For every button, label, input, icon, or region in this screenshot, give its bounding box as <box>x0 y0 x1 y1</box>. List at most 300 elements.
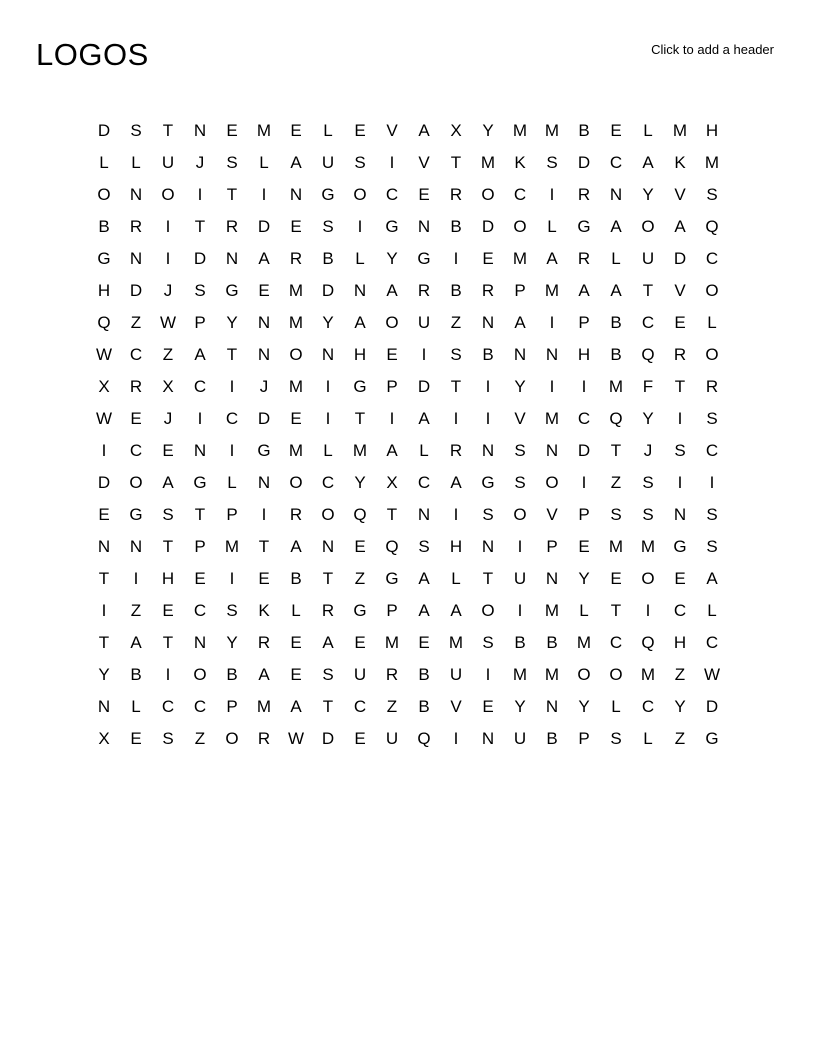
grid-letter: A <box>258 249 270 268</box>
grid-letter: I <box>197 185 203 204</box>
grid-letter: M <box>576 633 592 652</box>
grid-letter: O <box>705 281 719 300</box>
grid-letter: E <box>482 697 494 716</box>
grid-letter: B <box>546 729 558 748</box>
grid-letter: G <box>385 217 399 236</box>
grid-letter: L <box>291 601 301 620</box>
grid-letter: Y <box>226 313 238 332</box>
grid-letter: U <box>513 569 527 588</box>
grid-letter: A <box>194 345 206 364</box>
grid-letter: M <box>288 377 304 396</box>
grid-letter: N <box>257 473 271 492</box>
grid-letter: N <box>673 505 687 524</box>
grid-letter: O <box>513 217 527 236</box>
grid-letter: A <box>418 409 430 428</box>
grid-letter: N <box>545 441 559 460</box>
grid-letter: V <box>450 697 462 716</box>
grid-letter: A <box>418 601 430 620</box>
grid-letter: S <box>706 505 718 524</box>
grid-letter: A <box>578 281 590 300</box>
grid-letter: I <box>357 217 363 236</box>
grid-letter: L <box>131 697 141 716</box>
grid-letter: S <box>418 537 430 556</box>
grid-letter: P <box>194 537 206 556</box>
grid-letter: D <box>321 281 335 300</box>
grid-row <box>88 659 728 691</box>
grid-letter: I <box>101 441 107 460</box>
grid-letter: D <box>129 281 143 300</box>
grid-letter: I <box>197 409 203 428</box>
grid-row <box>88 115 728 147</box>
grid-letter: E <box>226 121 238 140</box>
grid-letter: B <box>418 665 430 684</box>
grid-letter: C <box>193 697 207 716</box>
grid-letter: T <box>162 537 174 556</box>
grid-row <box>88 371 728 403</box>
grid-letter: Q <box>417 729 431 748</box>
grid-letter: Q <box>97 313 111 332</box>
grid-letter: D <box>417 377 431 396</box>
grid-letter: O <box>289 345 303 364</box>
grid-letter: R <box>129 377 143 396</box>
grid-letter: C <box>673 601 687 620</box>
grid-letter: R <box>417 281 431 300</box>
grid-letter: R <box>257 633 271 652</box>
grid-row <box>88 563 728 595</box>
grid-letter: K <box>674 153 686 172</box>
grid-letter: W <box>159 313 177 332</box>
grid-row <box>88 467 728 499</box>
grid-letter: M <box>256 121 272 140</box>
grid-letter: P <box>514 281 526 300</box>
grid-letter: B <box>610 313 622 332</box>
grid-letter: T <box>98 569 110 588</box>
grid-letter: S <box>610 729 622 748</box>
grid-letter: E <box>610 121 622 140</box>
grid-letter: C <box>705 441 719 460</box>
grid-letter: G <box>577 217 591 236</box>
grid-letter: N <box>353 281 367 300</box>
grid-letter: B <box>578 121 590 140</box>
grid-letter: G <box>257 441 271 460</box>
grid-letter: N <box>97 537 111 556</box>
grid-letter: I <box>165 249 171 268</box>
grid-letter: Y <box>354 473 366 492</box>
grid-row <box>88 243 728 275</box>
grid-letter: E <box>290 409 302 428</box>
grid-letter: T <box>354 409 366 428</box>
grid-letter: F <box>642 377 654 396</box>
grid-letter: L <box>419 441 429 460</box>
grid-letter: I <box>549 185 555 204</box>
grid-letter: V <box>386 121 398 140</box>
grid-letter: E <box>258 281 270 300</box>
grid-letter: C <box>705 249 719 268</box>
grid-letter: L <box>643 121 653 140</box>
grid-row <box>88 147 728 179</box>
grid-letter: O <box>481 601 495 620</box>
grid-letter: U <box>321 153 335 172</box>
grid-letter: C <box>385 185 399 204</box>
grid-letter: B <box>546 633 558 652</box>
grid-letter: C <box>577 409 591 428</box>
grid-letter: S <box>706 185 718 204</box>
grid-letter: I <box>229 377 235 396</box>
grid-letter: Y <box>674 697 686 716</box>
grid-letter: M <box>608 377 624 396</box>
grid-letter: Z <box>674 665 686 684</box>
grid-letter: S <box>226 153 238 172</box>
grid-letter: O <box>225 729 239 748</box>
grid-letter: R <box>225 217 239 236</box>
grid-row <box>88 403 728 435</box>
grid-letter: W <box>287 729 305 748</box>
grid-letter: L <box>99 153 109 172</box>
grid-letter: J <box>259 377 269 396</box>
grid-row <box>88 435 728 467</box>
grid-letter: E <box>482 249 494 268</box>
grid-letter: H <box>705 121 719 140</box>
grid-letter: O <box>385 313 399 332</box>
grid-letter: M <box>288 313 304 332</box>
grid-letter: R <box>673 345 687 364</box>
grid-letter: M <box>704 153 720 172</box>
grid-letter: I <box>453 505 459 524</box>
grid-letter: P <box>386 377 398 396</box>
grid-letter: I <box>709 473 715 492</box>
grid-letter: S <box>610 505 622 524</box>
grid-letter: A <box>258 665 270 684</box>
grid-letter: I <box>517 601 523 620</box>
grid-letter: O <box>513 505 527 524</box>
grid-letter: C <box>193 377 207 396</box>
grid-letter: G <box>321 185 335 204</box>
grid-letter: O <box>97 185 111 204</box>
grid-letter: U <box>417 313 431 332</box>
grid-letter: I <box>645 601 651 620</box>
grid-letter: S <box>322 217 334 236</box>
grid-letter: N <box>481 313 495 332</box>
grid-letter: D <box>97 121 111 140</box>
grid-letter: I <box>677 409 683 428</box>
grid-row <box>88 531 728 563</box>
grid-row <box>88 211 728 243</box>
grid-letter: N <box>129 185 143 204</box>
grid-letter: Z <box>130 601 142 620</box>
grid-letter: E <box>130 409 142 428</box>
grid-letter: S <box>514 441 526 460</box>
grid-letter: M <box>288 281 304 300</box>
grid-letter: M <box>256 697 272 716</box>
grid-letter: B <box>98 217 110 236</box>
grid-letter: C <box>225 409 239 428</box>
grid-letter: O <box>321 505 335 524</box>
grid-letter: S <box>482 633 494 652</box>
grid-letter: M <box>224 537 240 556</box>
grid-letter: D <box>257 217 271 236</box>
grid-letter: B <box>450 281 462 300</box>
grid-letter: C <box>193 601 207 620</box>
grid-letter: A <box>546 249 558 268</box>
grid-letter: I <box>581 377 587 396</box>
grid-letter: K <box>514 153 526 172</box>
grid-letter: A <box>290 153 302 172</box>
grid-letter: T <box>194 505 206 524</box>
grid-letter: S <box>162 729 174 748</box>
grid-letter: R <box>321 601 335 620</box>
grid-letter: S <box>642 505 654 524</box>
grid-letter: D <box>193 249 207 268</box>
grid-letter: T <box>162 633 174 652</box>
grid-letter: E <box>162 441 174 460</box>
grid-letter: G <box>97 249 111 268</box>
grid-letter: R <box>449 441 463 460</box>
grid-letter: L <box>643 729 653 748</box>
grid-letter: D <box>577 441 591 460</box>
grid-letter: M <box>544 409 560 428</box>
grid-letter: Y <box>578 569 590 588</box>
grid-letter: C <box>321 473 335 492</box>
grid-letter: E <box>98 505 110 524</box>
grid-letter: D <box>577 153 591 172</box>
grid-letter: C <box>609 153 623 172</box>
grid-letter: V <box>418 153 430 172</box>
grid-letter: H <box>577 345 591 364</box>
grid-letter: H <box>353 345 367 364</box>
grid-letter: G <box>673 537 687 556</box>
grid-letter: J <box>195 153 205 172</box>
grid-letter: Q <box>353 505 367 524</box>
grid-letter: W <box>95 409 113 428</box>
grid-letter: S <box>674 441 686 460</box>
grid-letter: A <box>130 633 142 652</box>
grid-letter: I <box>133 569 139 588</box>
grid-letter: X <box>98 729 110 748</box>
grid-letter: P <box>578 505 590 524</box>
grid-letter: T <box>322 569 334 588</box>
grid-letter: S <box>354 153 366 172</box>
grid-letter: I <box>325 377 331 396</box>
grid-letter: U <box>161 153 175 172</box>
grid-letter: P <box>226 697 238 716</box>
grid-letter: O <box>705 345 719 364</box>
grid-row <box>88 627 728 659</box>
grid-letter: L <box>451 569 461 588</box>
grid-letter: E <box>162 601 174 620</box>
grid-letter: G <box>129 505 143 524</box>
grid-letter: I <box>101 601 107 620</box>
grid-letter: N <box>225 249 239 268</box>
grid-letter: Q <box>609 409 623 428</box>
grid-letter: C <box>129 441 143 460</box>
grid-letter: A <box>386 281 398 300</box>
grid-letter: M <box>608 537 624 556</box>
grid-letter: A <box>290 697 302 716</box>
grid-letter: T <box>194 217 206 236</box>
grid-letter: E <box>578 537 590 556</box>
grid-letter: L <box>355 249 365 268</box>
grid-letter: E <box>354 633 366 652</box>
grid-letter: T <box>610 441 622 460</box>
grid-letter: Y <box>514 697 526 716</box>
grid-letter: G <box>353 377 367 396</box>
grid-letter: R <box>289 505 303 524</box>
grid-letter: W <box>703 665 721 684</box>
grid-letter: N <box>321 345 335 364</box>
grid-letter: J <box>163 281 173 300</box>
grid-letter: P <box>578 729 590 748</box>
grid-letter: E <box>610 569 622 588</box>
grid-row <box>88 307 728 339</box>
grid-letter: Z <box>386 697 398 716</box>
grid-letter: B <box>322 249 334 268</box>
grid-letter: A <box>322 633 334 652</box>
grid-letter: D <box>673 249 687 268</box>
grid-letter: I <box>389 153 395 172</box>
grid-letter: M <box>672 121 688 140</box>
grid-letter: C <box>129 345 143 364</box>
page-title: LOGOS <box>36 37 149 72</box>
grid-letter: A <box>706 569 718 588</box>
grid-letter: A <box>674 217 686 236</box>
grid-letter: B <box>418 697 430 716</box>
grid-letter: J <box>643 441 653 460</box>
grid-letter: D <box>97 473 111 492</box>
grid-letter: N <box>481 537 495 556</box>
grid-letter: E <box>386 345 398 364</box>
grid-letter: I <box>549 377 555 396</box>
grid-letter: M <box>640 665 656 684</box>
grid-letter: Y <box>386 249 398 268</box>
grid-letter: T <box>674 377 686 396</box>
grid-letter: Z <box>354 569 366 588</box>
grid-letter: G <box>705 729 719 748</box>
grid-letter: C <box>705 633 719 652</box>
grid-letter: E <box>354 121 366 140</box>
grid-letter: N <box>417 505 431 524</box>
grid-letter: L <box>131 153 141 172</box>
grid-letter: S <box>226 601 238 620</box>
grid-letter: O <box>577 665 591 684</box>
grid-row <box>88 723 728 755</box>
grid-letter: B <box>130 665 142 684</box>
grid-letter: A <box>610 217 622 236</box>
grid-letter: R <box>577 249 591 268</box>
grid-letter: S <box>450 345 462 364</box>
grid-letter: I <box>229 441 235 460</box>
grid-letter: A <box>610 281 622 300</box>
grid-letter: M <box>544 281 560 300</box>
grid-letter: V <box>674 185 686 204</box>
grid-letter: S <box>130 121 142 140</box>
grid-letter: G <box>385 569 399 588</box>
grid-letter: X <box>450 121 462 140</box>
grid-letter: P <box>546 537 558 556</box>
grid-letter: H <box>673 633 687 652</box>
grid-letter: N <box>97 697 111 716</box>
grid-letter: N <box>609 185 623 204</box>
grid-letter: C <box>161 697 175 716</box>
grid-letter: A <box>290 537 302 556</box>
grid-letter: L <box>259 153 269 172</box>
grid-row <box>88 179 728 211</box>
grid-letter: L <box>547 217 557 236</box>
grid-letter: N <box>193 441 207 460</box>
grid-letter: A <box>418 569 430 588</box>
grid-letter: E <box>418 633 430 652</box>
grid-letter: M <box>640 537 656 556</box>
grid-letter: I <box>261 185 267 204</box>
grid-letter: L <box>611 697 621 716</box>
grid-letter: G <box>417 249 431 268</box>
grid-letter: Y <box>514 377 526 396</box>
grid-letter: O <box>161 185 175 204</box>
grid-letter: P <box>386 601 398 620</box>
grid-letter: D <box>321 729 335 748</box>
grid-letter: S <box>194 281 206 300</box>
grid-letter: I <box>165 217 171 236</box>
grid-letter: T <box>610 601 622 620</box>
grid-letter: G <box>353 601 367 620</box>
grid-letter: U <box>449 665 463 684</box>
grid-letter: Y <box>642 185 654 204</box>
grid-letter: S <box>546 153 558 172</box>
grid-row <box>88 691 728 723</box>
grid-letter: I <box>421 345 427 364</box>
grid-letter: M <box>480 153 496 172</box>
grid-letter: S <box>514 473 526 492</box>
grid-letter: N <box>257 345 271 364</box>
grid-letter: Z <box>610 473 622 492</box>
grid-letter: O <box>609 665 623 684</box>
grid-letter: M <box>512 249 528 268</box>
grid-letter: L <box>323 441 333 460</box>
grid-letter: T <box>98 633 110 652</box>
grid-letter: T <box>450 153 462 172</box>
add-header-placeholder[interactable]: Click to add a header <box>651 42 774 57</box>
grid-letter: Z <box>450 313 462 332</box>
grid-letter: Z <box>162 345 174 364</box>
grid-letter: I <box>453 409 459 428</box>
grid-letter: I <box>325 409 331 428</box>
grid-letter: Y <box>642 409 654 428</box>
grid-row <box>88 339 728 371</box>
grid-letter: A <box>386 441 398 460</box>
grid-letter: C <box>513 185 527 204</box>
grid-letter: M <box>288 441 304 460</box>
grid-letter: N <box>513 345 527 364</box>
grid-letter: L <box>579 601 589 620</box>
grid-letter: R <box>481 281 495 300</box>
grid-letter: U <box>385 729 399 748</box>
grid-letter: C <box>609 633 623 652</box>
grid-letter: M <box>352 441 368 460</box>
grid-letter: A <box>450 473 462 492</box>
grid-letter: Z <box>130 313 142 332</box>
grid-letter: R <box>257 729 271 748</box>
grid-letter: E <box>290 633 302 652</box>
grid-letter: E <box>354 537 366 556</box>
grid-letter: T <box>226 185 238 204</box>
grid-letter: X <box>98 377 110 396</box>
grid-letter: B <box>514 633 526 652</box>
grid-letter: T <box>482 569 494 588</box>
grid-letter: T <box>226 345 238 364</box>
grid-letter: E <box>290 665 302 684</box>
grid-letter: N <box>129 249 143 268</box>
grid-letter: L <box>707 313 717 332</box>
grid-letter: T <box>386 505 398 524</box>
